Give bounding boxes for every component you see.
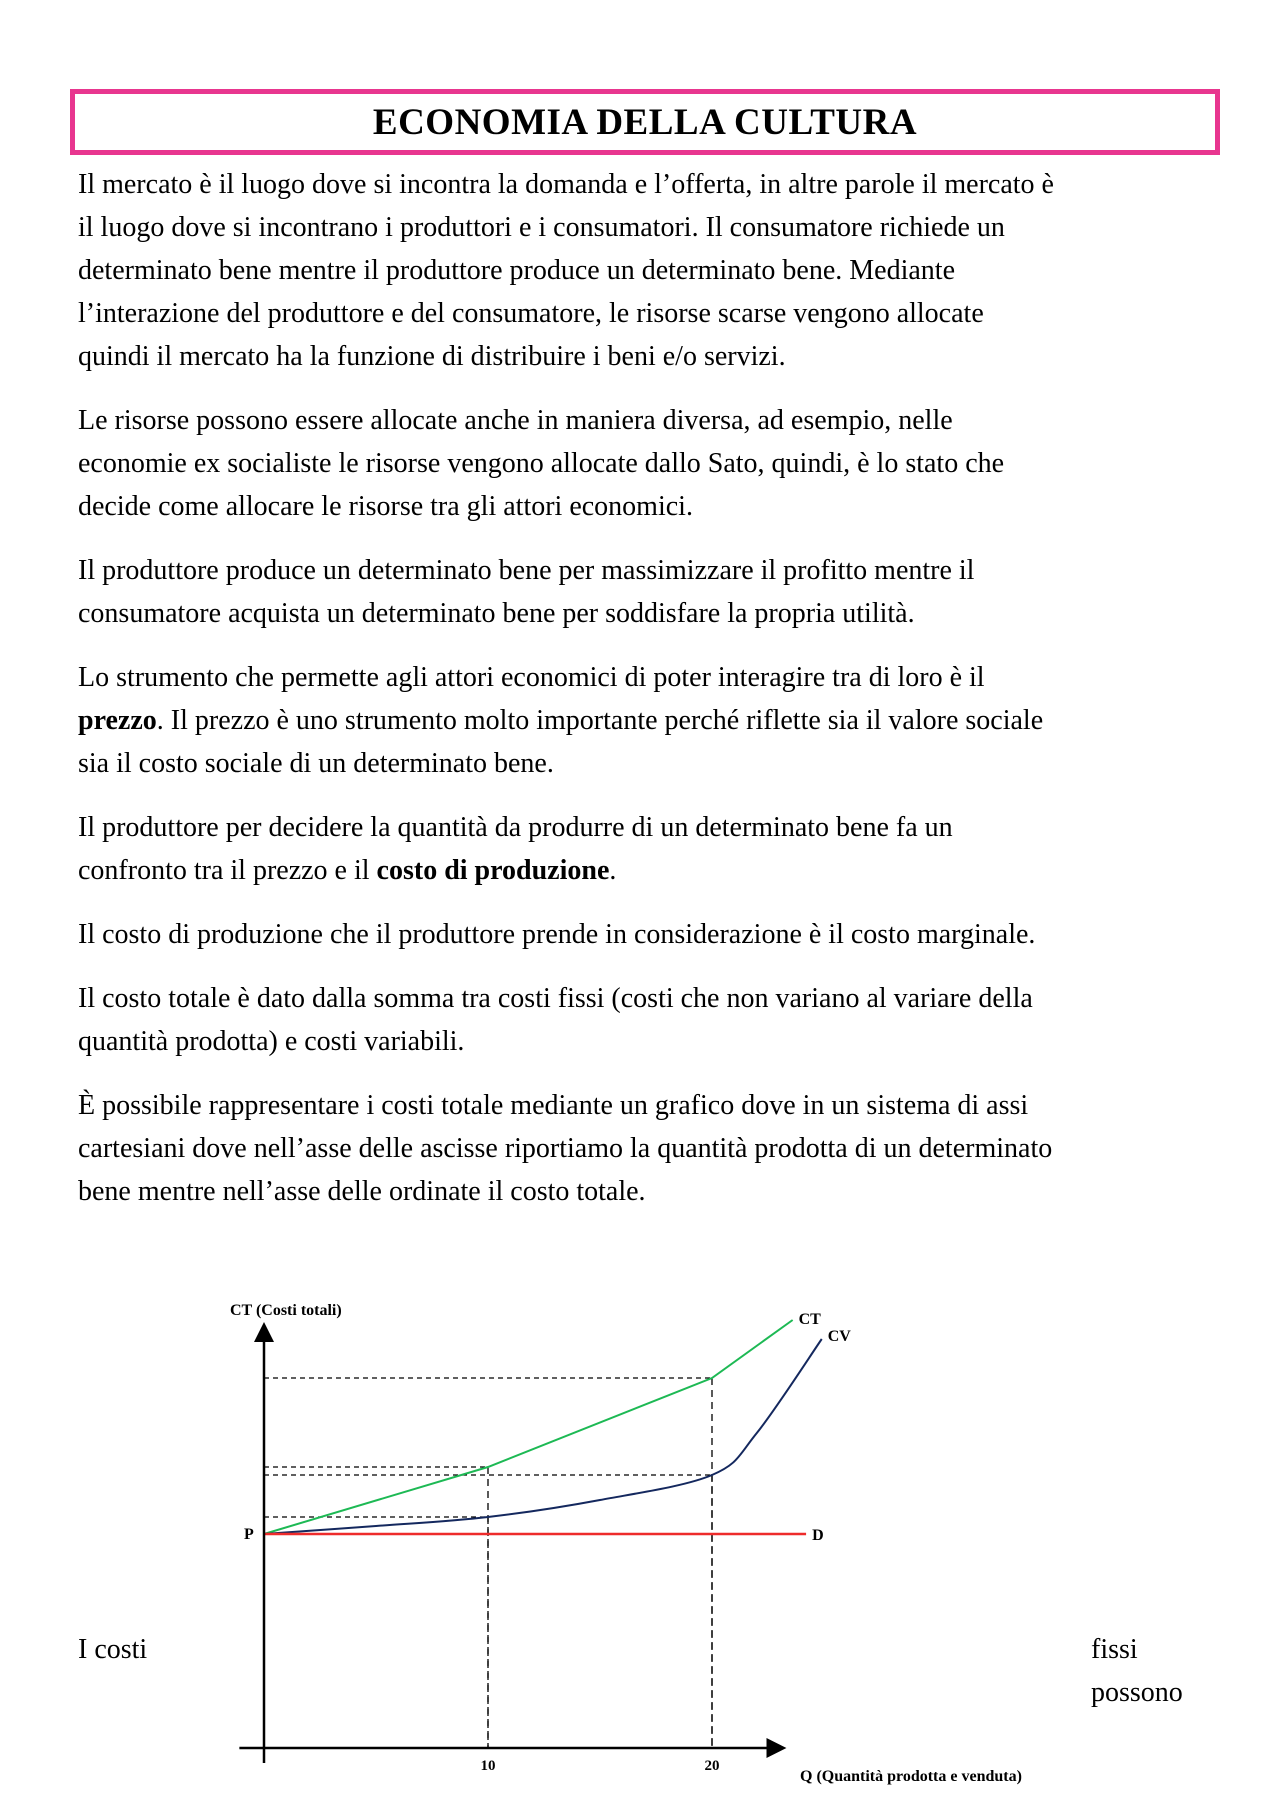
text-line [78, 977, 1228, 1020]
guide-lines [264, 1378, 712, 1748]
paragraph [78, 399, 1228, 528]
text-line [78, 1170, 1228, 1213]
text-line [78, 249, 1228, 292]
x-tick-label: 20 [704, 1758, 720, 1774]
text-line [78, 1020, 1228, 1063]
series-group [264, 1320, 822, 1534]
series-label-d: D [812, 1527, 824, 1544]
text-segment: Il costo totale è dato dalla somma tra costi fissi (costi che non variano al variare della [78, 983, 1033, 1014]
text-line [78, 292, 1228, 335]
text-line [78, 1084, 1228, 1127]
text-line [78, 592, 1228, 635]
text-line [78, 442, 1228, 485]
text-segment: l’interazione del produttore e del consumatore, le risorse scarse vengono allocate [78, 298, 984, 329]
text-line [78, 335, 1228, 378]
text-segment: quindi il mercato ha la funzione di distribuire i beni e/o servizi. [78, 341, 786, 372]
text-line [78, 399, 1228, 442]
text-segment: quantità prodotta) e costi variabili. [78, 1026, 465, 1057]
x-axis-label: Q (Quantità prodotta e venduta) [800, 1768, 1022, 1785]
body-text [78, 163, 1228, 1234]
series-labels [799, 1311, 852, 1544]
text-line [78, 699, 1228, 742]
text-line [78, 742, 1228, 785]
page-title: ECONOMIA DELLA CULTURA [372, 101, 918, 143]
x-tick-labels [481, 1758, 720, 1774]
text-line [78, 806, 1228, 849]
y-axis-label: CT (Costi totali) [230, 1302, 342, 1319]
text-segment: decide come allocare le risorse tra gli attori economici. [78, 491, 693, 522]
bold-term: costo di produzione [376, 855, 610, 886]
text-line [78, 1127, 1228, 1170]
text-segment: determinato bene mentre il produttore produce un determinato bene. Mediante [78, 255, 956, 286]
text-segment: bene mentre nell’asse delle ordinate il costo totale. [78, 1176, 646, 1207]
text-segment: . Il prezzo è uno strumento molto importante perché riflette sia il valore sociale [156, 705, 1044, 736]
paragraph [78, 1084, 1228, 1213]
x-tick-label: 10 [480, 1758, 496, 1774]
text-segment: . [609, 855, 617, 886]
series-label-cv: CV [827, 1328, 851, 1345]
text-segment: Il produttore produce un determinato bene per massimizzare il profitto mentre il [78, 555, 975, 586]
series-label-ct: CT [798, 1311, 821, 1328]
text-segment: cartesiani dove nell’asse delle ascisse riportiamo la quantità prodotta di un determinato [78, 1133, 1053, 1164]
text-segment: Le risorse possono essere allocate anche in maniera diversa, ad esempio, nelle [78, 405, 953, 436]
text-segment: Il mercato è il luogo dove si incontra la domanda e l’offerta, in altre parole il mercato è [78, 169, 1054, 200]
text-line [78, 206, 1228, 249]
text-segment: Il costo di produzione che il produttore prende in considerazione è il costo marginale. [78, 919, 1036, 950]
text-segment: Il produttore per decidere la quantità da produrre di un determinato bene fa un [78, 812, 953, 843]
series-line-cv [264, 1339, 822, 1534]
text-segment: consumatore acquista un determinato bene per soddisfare la propria utilità. [78, 598, 915, 629]
text-line [78, 913, 1228, 956]
paragraph [78, 806, 1228, 892]
text-segment: È possibile rappresentare i costi totale mediante un grafico dove in un sistema di assi [78, 1090, 1029, 1121]
paragraph [78, 549, 1228, 635]
wrap-text-left: I costi [78, 1634, 148, 1665]
point-p-label: P [244, 1526, 254, 1543]
paragraph [78, 977, 1228, 1063]
series-line-ct [264, 1320, 793, 1534]
bold-term: prezzo [78, 705, 157, 736]
title-box [70, 89, 1220, 155]
text-line [78, 849, 1228, 892]
text-line [78, 163, 1228, 206]
text-segment: confronto tra il prezzo e il [78, 855, 377, 886]
text-segment: sia il costo sociale di un determinato bene. [78, 748, 554, 779]
text-segment: il luogo dove si incontrano i produttori e i consumatori. Il consumatore richiede un [78, 212, 1005, 243]
paragraph [78, 163, 1228, 378]
text-line [78, 549, 1228, 592]
text-line [78, 656, 1228, 699]
text-line [78, 485, 1228, 528]
paragraph [78, 656, 1228, 785]
paragraph [78, 913, 1228, 956]
wrap-text-right-1: fissi [1091, 1634, 1138, 1665]
text-segment: economie ex socialiste le risorse vengono allocate dallo Sato, quindi, è lo stato che [78, 448, 1005, 479]
wrap-text-right-2: possono [1091, 1677, 1183, 1708]
text-segment: Lo strumento che permette agli attori economici di poter interagire tra di loro è il [78, 662, 985, 693]
